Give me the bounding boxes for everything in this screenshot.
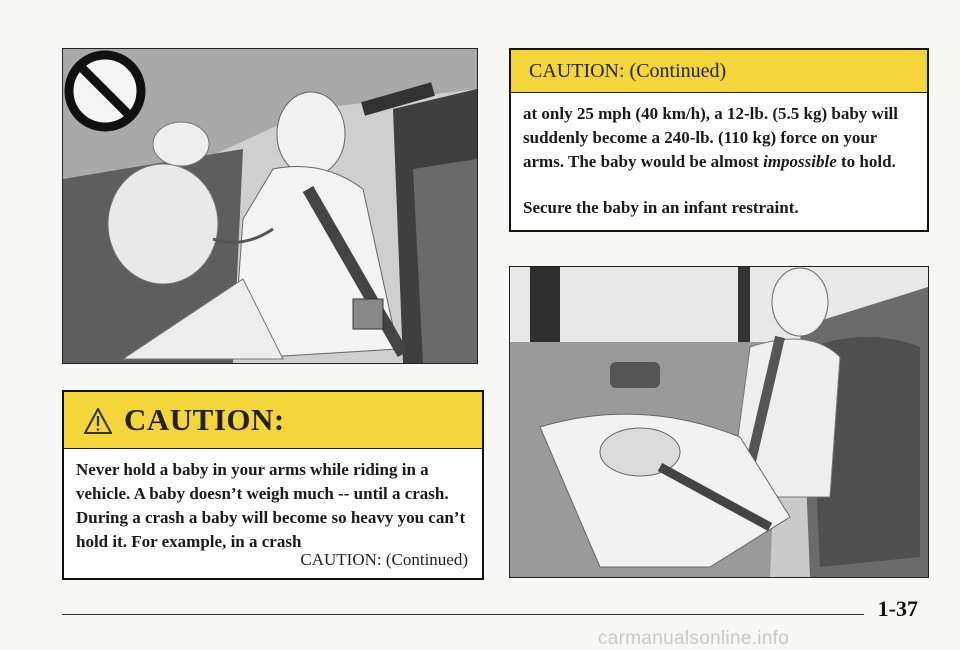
caution-continued-paragraph-2: Secure the baby in an infant restraint. [523, 198, 799, 217]
caution-continued-heading: CAUTION: (Continued) [529, 60, 727, 82]
caution-paragraph: Never hold a baby in your arms while riding in a vehicle. A baby doesn’t weigh much -- until a crash. During a crash a baby will become so heavy you can’t hold it. For example, in a crash [76, 460, 466, 551]
illustration-holding-baby [62, 48, 478, 364]
warning-triangle-icon [84, 408, 112, 434]
footer-rule [62, 614, 864, 615]
illustration-holding-baby-drawing [63, 49, 477, 363]
caution-continued-label: CAUTION: (Continued) [300, 550, 468, 569]
caution-continued-box [509, 48, 929, 232]
watermark-text: carmanualsonline.info [598, 628, 790, 649]
caution-continued-header [511, 50, 927, 93]
caution-continued-paragraph-1 [523, 102, 915, 174]
illustration-infant-restraint-drawing [510, 267, 928, 577]
prohibition-icon [69, 55, 141, 127]
caution-box [62, 390, 484, 580]
caution-header [64, 392, 482, 449]
illustration-infant-restraint [509, 266, 929, 578]
paragraph-1-start: at only 25 mph (40 km/h), a 12-lb. (5.5 kg) baby will suddenly become a 240-lb. (110 kg) force on your arms. The baby would be almost [523, 104, 898, 171]
page-number: 1-37 [877, 596, 918, 621]
paragraph-1-end: to hold. [836, 152, 896, 171]
caution-heading: CAUTION: [124, 402, 285, 437]
paragraph-1-emphasis: impossible [763, 152, 837, 171]
